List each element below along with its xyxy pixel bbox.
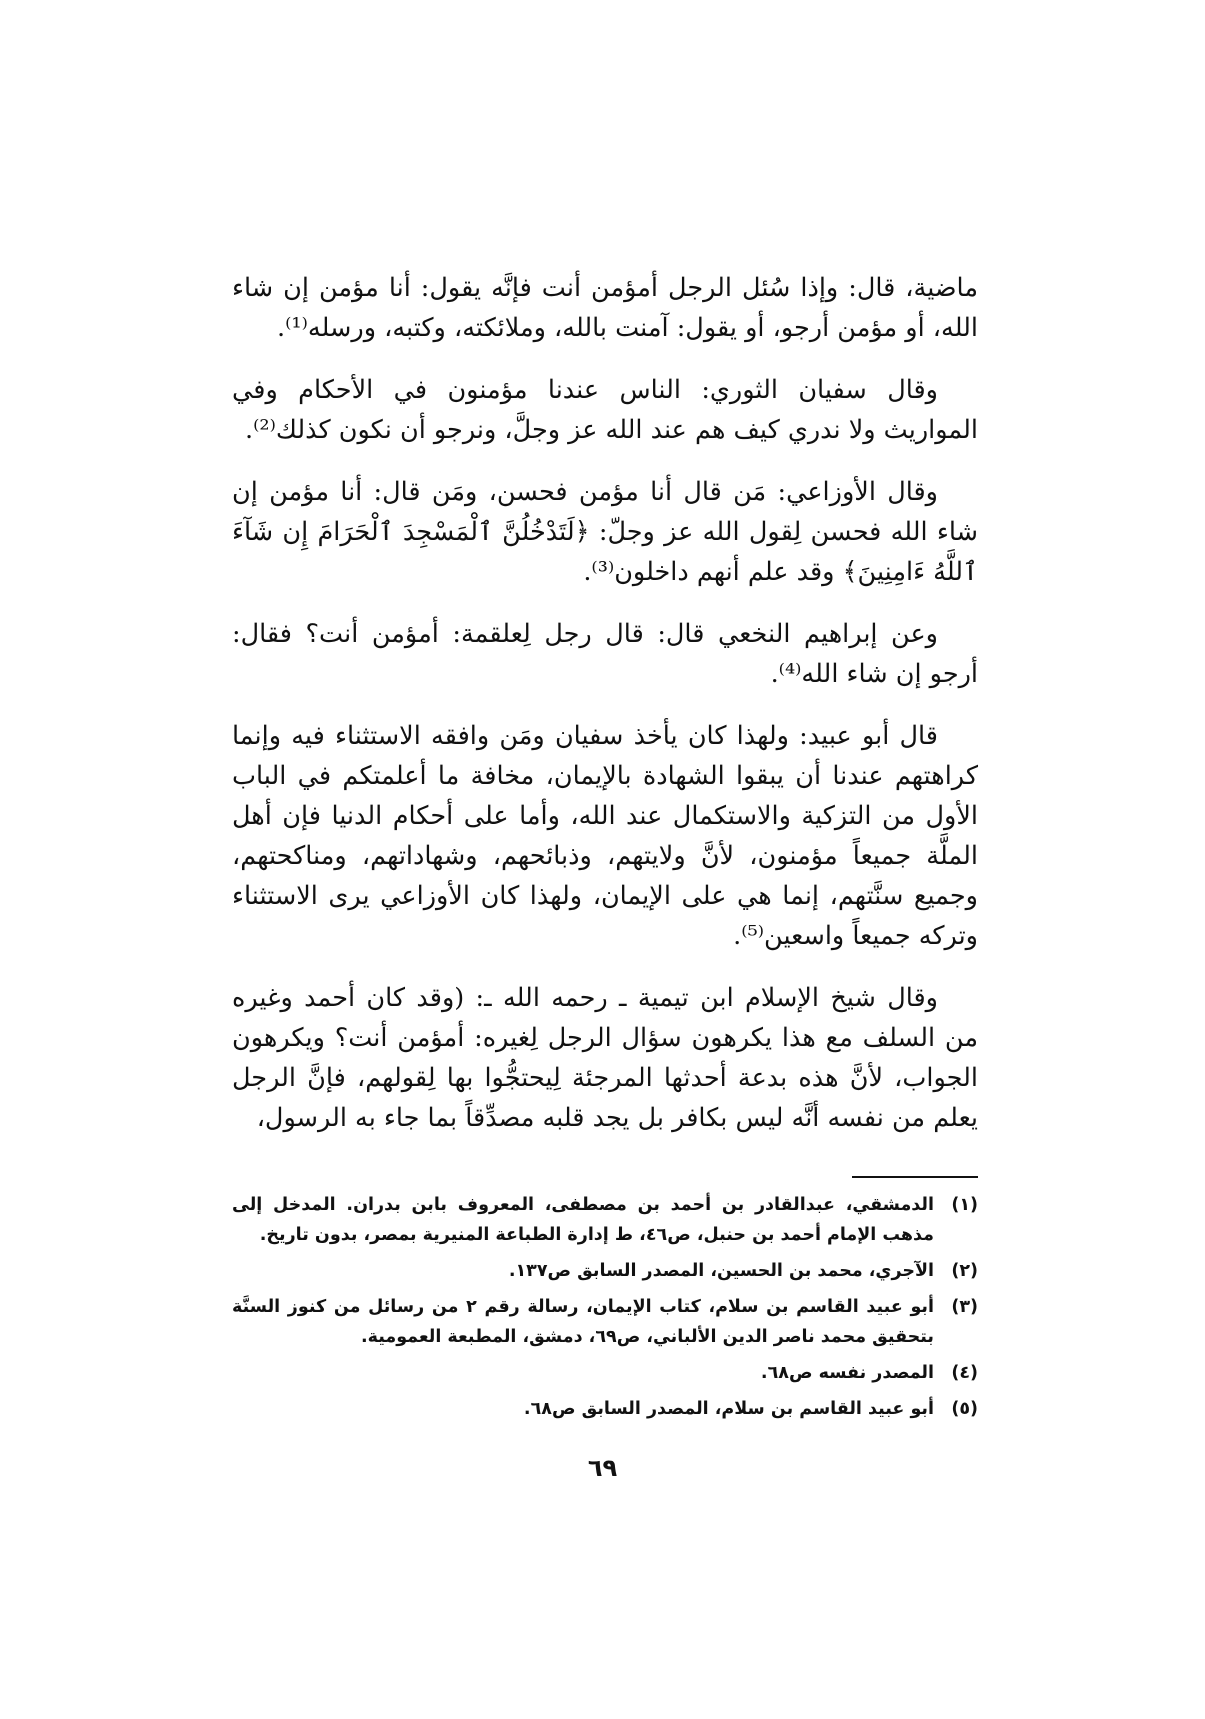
footnote-4 [232,1358,978,1388]
footnote-text: الآجري، محمد بن الحسين، المصدر السابق ص١٣٧. [508,1261,934,1281]
main-text [232,268,978,1160]
footnote-text: أبو عبيد القاسم بن سلام، المصدر السابق ص٦٨. [523,1399,934,1419]
footnote-2 [232,1256,978,1286]
paragraph-4: وعن إبراهيم النخعي قال: قال رجل لِعلقمة: أمؤمن أنت؟ فقال: أرجو إن شاء الله⁽⁴⁾. [232,619,978,689]
page-number: ٦٩ [587,1454,618,1482]
footnote-text: الدمشقي، عبدالقادر بن أحمد بن مصطفى، المعروف بابن بدران. المدخل إلى مذهب الإمام أحمد بن حنبل، ص٤٦، ط إدارة الطباعة المنيرية بمصر، بدون تاريخ. [232,1195,934,1245]
footnote-text: المصدر نفسه ص٦٨. [760,1363,934,1383]
footnote-number: (٢) [951,1261,978,1281]
paragraph-5: قال أبو عبيد: ولهذا كان يأخذ سفيان ومَن وافقه الاستثناء فيه وإنما كراهتهم عندنا أن يبقوا الشهادة بالإيمان، مخافة ما أعلمتكم في الباب الأول من التزكية والاستكمال عند الله، وأما على أحكام الدنيا فإن أهل الملَّة جميعاً مؤمنون، لأنَّ ولايتهم، وذبائحهم، وشهاداتهم، ومناكحتهم، وجميع سنَّتهم، إنما هي على الإيمان، ولهذا كان الأوزاعي يرى الاستثناء وتركه جميعاً واسعين⁽⁵⁾. [232,721,978,951]
footnote-number: (٤) [951,1363,978,1383]
footnote-5 [232,1394,978,1424]
paragraph-3: وقال الأوزاعي: مَن قال أنا مؤمن فحسن، ومَن قال: أنا مؤمن إن شاء الله فحسن لِقول الله عز وجلّ: ﴿لَتَدْخُلُنَّ ٱلْمَسْجِدَ ٱلْحَرَامَ إِن شَآءَ ٱللَّهُ ءَامِنِينَ﴾ وقد علم أنهم داخلون⁽³⁾. [232,477,978,587]
paragraph-1: ماضية، قال: وإذا سُئل الرجل أمؤمن أنت فإنَّه يقول: أنا مؤمن إن شاء الله، أو مؤمن أرجو، أو يقول: آمنت بالله، وملائكته، وكتبه، ورسله⁽¹⁾. [232,273,978,343]
footnote-1 [232,1190,978,1250]
footnote-number: (٣) [951,1297,978,1317]
footnote-number: (٥) [951,1399,978,1419]
footnotes [232,1190,978,1430]
paragraph-6: وقال شيخ الإسلام ابن تيمية ـ رحمه الله ـ: (وقد كان أحمد وغيره من السلف مع هذا يكرهون سؤال الرجل لِغيره: أمؤمن أنت؟ ويكرهون الجواب، لأنَّ هذه بدعة أحدثها المرجئة لِيحتجُّوا بها لِقولهم، فإنَّ الرجل يعلم من نفسه أنَّه ليس بكافر بل يجد قلبه مصدِّقاً بما جاء به الرسول، [232,983,978,1133]
footnote-3 [232,1292,978,1352]
paragraph-2: وقال سفيان الثوري: الناس عندنا مؤمنون في الأحكام وفي المواريث ولا ندري كيف هم عند الله عز وجلَّ، ونرجو أن نكون كذلك⁽²⁾. [232,375,978,445]
footnote-text: أبو عبيد القاسم بن سلام، كتاب الإيمان، رسالة رقم ٢ من رسائل من كنوز السنَّة بتحقيق محمد ناصر الدين الألباني، ص٦٩، دمشق، المطبعة العمومية. [232,1297,934,1347]
footnote-divider [852,1176,978,1178]
footnote-number: (١) [951,1195,978,1215]
